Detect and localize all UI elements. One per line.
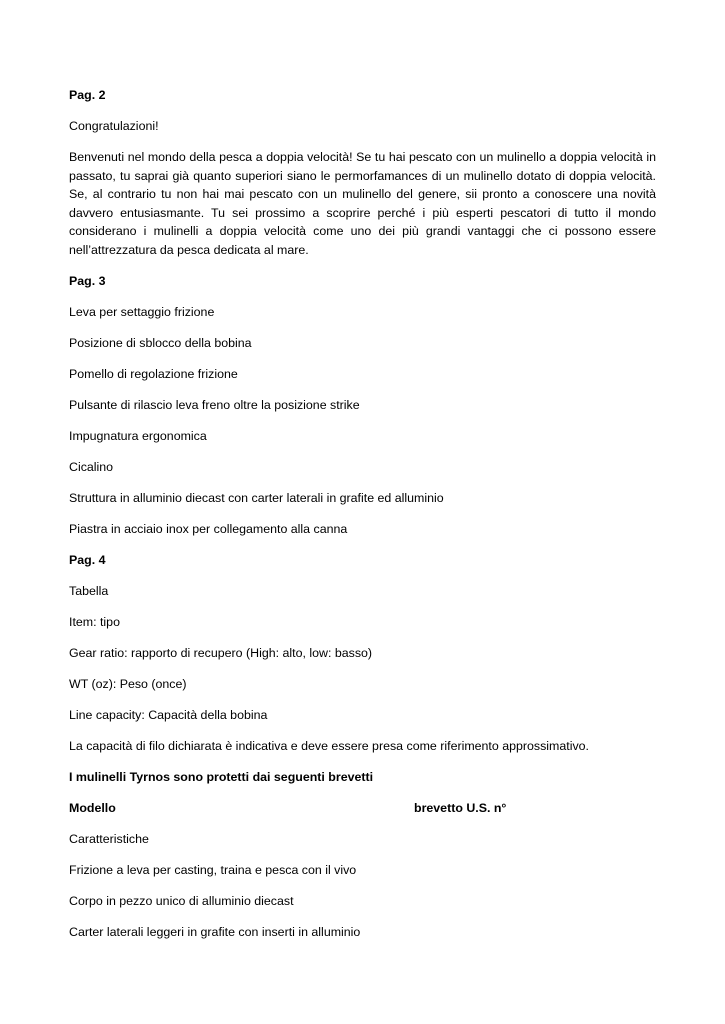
feature-item: Corpo in pezzo unico di alluminio diecast — [69, 894, 294, 908]
patents-heading: I mulinelli Tyrnos sono protetti dai seguenti brevetti — [69, 770, 374, 784]
capacity-note: La capacità di filo dichiarata è indicativa e deve essere presa come riferimento approssimativo. — [69, 739, 589, 753]
model-column-header: Modello — [69, 801, 116, 815]
component-item: Pomello di regolazione frizione — [69, 367, 238, 381]
component-item: Posizione di sblocco della bobina — [69, 336, 252, 350]
page4-heading: Pag. 4 — [69, 553, 106, 567]
component-item: Pulsante di rilascio leva freno oltre la posizione strike — [69, 398, 360, 412]
component-item: Impugnatura ergonomica — [69, 429, 207, 443]
greeting: Congratulazioni! — [69, 119, 159, 133]
component-item: Cicalino — [69, 460, 114, 474]
feature-item: Frizione a leva per casting, traina e pesca con il vivo — [69, 863, 357, 877]
table-label: Tabella — [69, 584, 109, 598]
feature-item: Carter laterali leggeri in grafite con inserti in alluminio — [69, 925, 361, 939]
page3-heading: Pag. 3 — [69, 274, 106, 288]
legend-item: WT (oz): Peso (once) — [69, 677, 187, 691]
component-item: Piastra in acciaio inox per collegamento alla canna — [69, 522, 348, 536]
component-item: Leva per settaggio frizione — [69, 305, 215, 319]
legend-item: Line capacity: Capacità della bobina — [69, 708, 268, 722]
legend-item: Item: tipo — [69, 615, 120, 629]
intro-paragraph: Benvenuti nel mondo della pesca a doppia velocità! Se tu hai pescato con un mulinello a doppia velocità in passato, tu saprai già quanto superiori siano le permorfamances di un mulinello dotato di doppia velocità. Se, al contrario tu non hai mai pescato con un mulinello del genere, sii pronto a conoscere una novità davvero entusiasmante. Tu sei prossimo a scoprire perché i più esperti pescatori di tutto il mondo considerano i mulinelli a doppia velocità come uno dei più grandi vantaggi che ci possono essere nell’attrezzatura da pesca dedicata al mare. — [69, 150, 656, 257]
features-heading: Caratteristiche — [69, 832, 149, 846]
legend-item: Gear ratio: rapporto di recupero (High: alto, low: basso) — [69, 646, 373, 660]
component-item: Struttura in alluminio diecast con carter laterali in grafite ed alluminio — [69, 491, 444, 505]
page2-heading: Pag. 2 — [69, 88, 106, 102]
patent-column-header: brevetto U.S. n° — [414, 801, 507, 815]
